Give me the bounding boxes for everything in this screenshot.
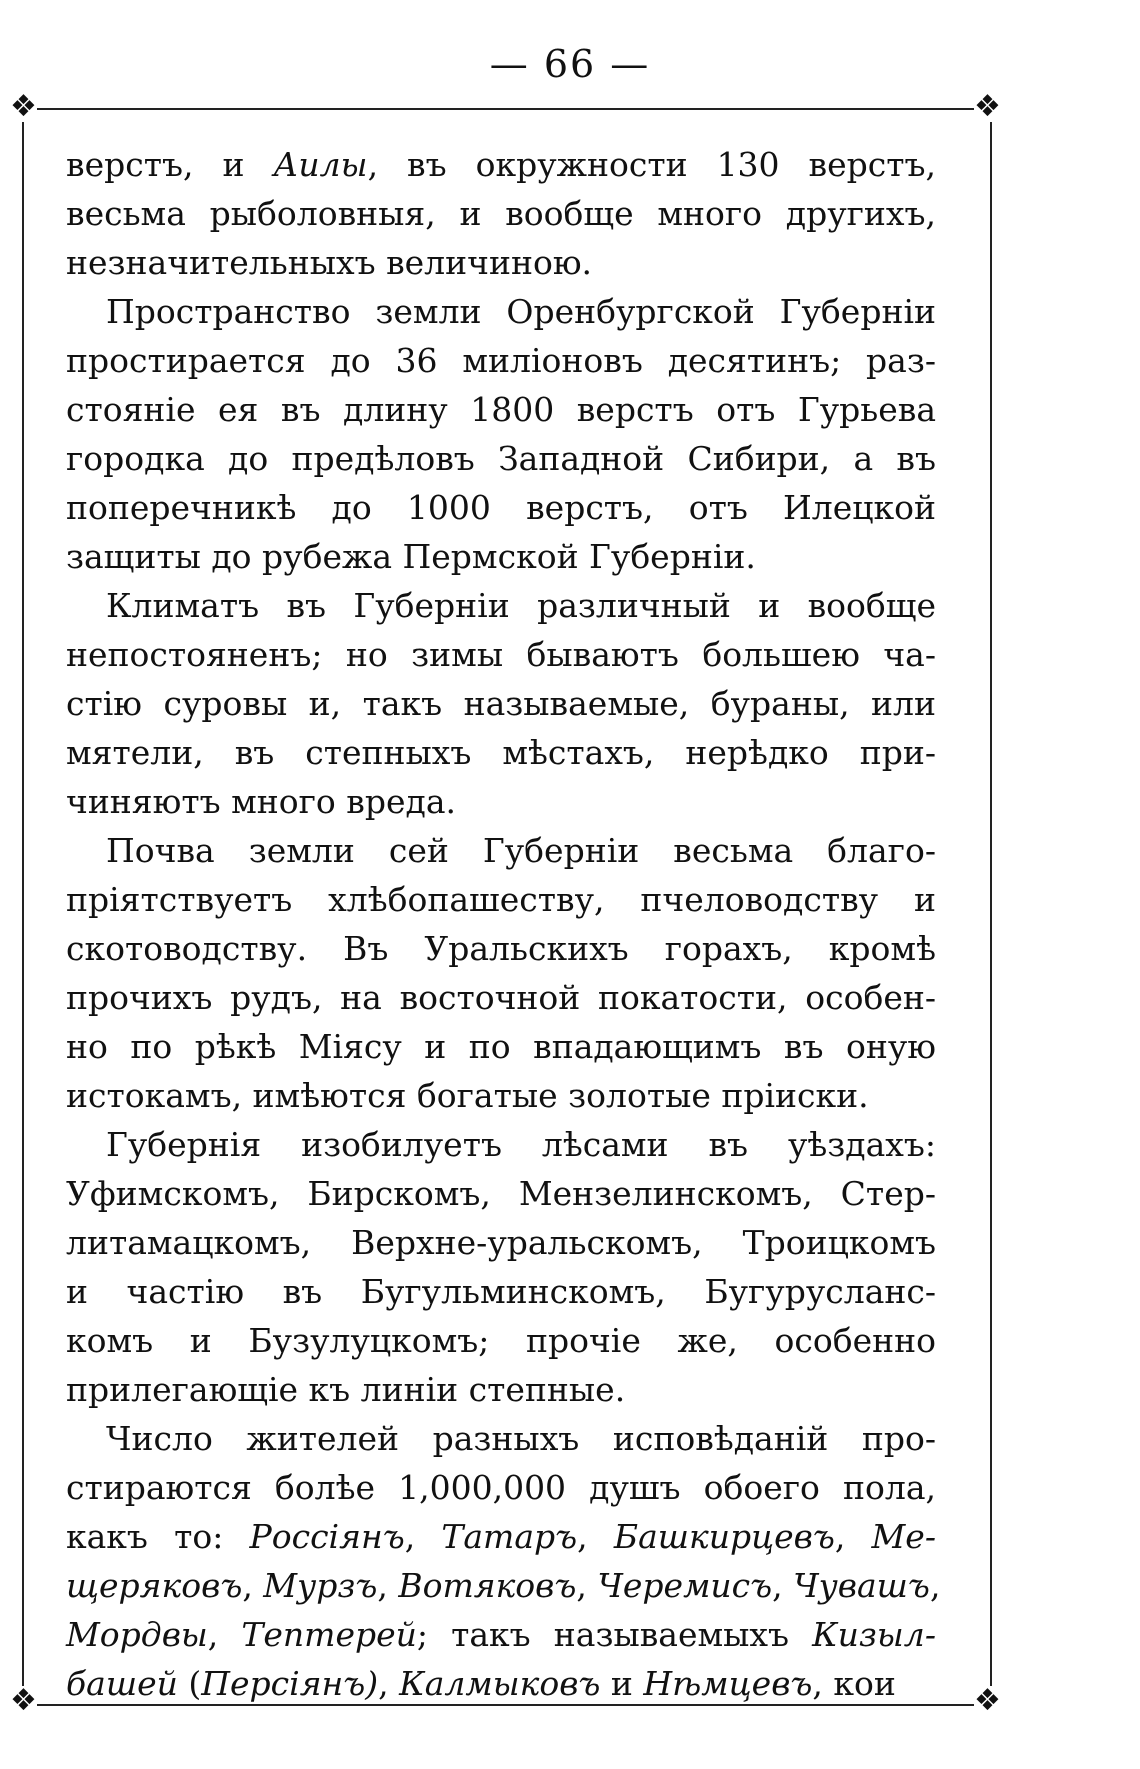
text-segment: незначительныхъ величиною. xyxy=(66,243,593,282)
text-segment: Ме- xyxy=(871,1517,936,1556)
text-segment: какъ то: xyxy=(66,1517,250,1556)
text-segment: литамацкомъ, Верхне-уральскомъ, Троицкомъ xyxy=(66,1223,936,1262)
corner-ornament-icon: ❖ xyxy=(10,1683,37,1718)
text-line xyxy=(66,287,936,336)
text-line xyxy=(66,336,936,385)
paragraph-p3 xyxy=(66,581,936,826)
text-segment: простирается до 36 миліоновъ десятинъ; раз- xyxy=(66,341,936,380)
text-line xyxy=(66,1463,936,1512)
text-segment: Чувашъ xyxy=(793,1566,930,1605)
text-segment: щеряковъ xyxy=(66,1566,243,1605)
text-segment: стію суровы и, такъ называемые, бураны, или xyxy=(66,684,936,723)
text-segment: Число жителей разныхъ исповѣданій про- xyxy=(106,1419,936,1458)
text-segment: и xyxy=(600,1664,644,1703)
text-segment: , xyxy=(577,1517,614,1556)
text-line xyxy=(66,1071,936,1120)
text-segment: защиты до рубежа Пермской Губерніи. xyxy=(66,537,756,576)
text-segment: прочихъ рудъ, на восточной покатости, особен- xyxy=(66,978,936,1017)
text-line xyxy=(66,581,936,630)
corner-ornament-icon: ❖ xyxy=(10,89,37,124)
text-line xyxy=(66,1169,936,1218)
text-segment: мятели, въ степныхъ мѣстахъ, нерѣдко при- xyxy=(66,733,936,772)
text-segment: , xyxy=(929,1566,941,1605)
text-line xyxy=(66,1316,936,1365)
text-segment: , xyxy=(377,1566,399,1605)
text-segment: Черемисъ xyxy=(597,1566,773,1605)
text-segment: Вотяковъ xyxy=(398,1566,577,1605)
text-line xyxy=(66,973,936,1022)
text-segment: и частію въ Бугульминскомъ, Бугурусланс- xyxy=(66,1272,936,1311)
text-segment: комъ и Бузулуцкомъ; прочіе же, особенно xyxy=(66,1321,936,1360)
text-segment: стояніе ея въ длину 1800 верстъ отъ Гурьева xyxy=(66,390,936,429)
text-segment: стираются болѣе 1,000,000 душъ обоего пола, xyxy=(66,1468,936,1507)
text-segment: башей xyxy=(66,1664,178,1703)
text-line xyxy=(66,1022,936,1071)
text-line xyxy=(66,1218,936,1267)
text-segment: , xyxy=(242,1566,264,1605)
text-segment: , xyxy=(772,1566,794,1605)
text-line xyxy=(66,777,936,826)
text-segment: Персіянъ) xyxy=(201,1664,379,1703)
text-line xyxy=(66,532,936,581)
text-segment: , кои xyxy=(812,1664,896,1703)
text-segment: , xyxy=(404,1517,442,1556)
text-line xyxy=(66,875,936,924)
text-segment: Мурзъ xyxy=(263,1566,378,1605)
text-segment: скотоводству. Въ Уральскихъ горахъ, кромѣ xyxy=(66,929,936,968)
text-segment: весьма рыболовныя, и вообще много другихъ, xyxy=(66,194,936,233)
text-segment: , xyxy=(378,1664,400,1703)
text-line xyxy=(66,630,936,679)
paragraph-p5 xyxy=(66,1120,936,1414)
text-line xyxy=(66,1512,936,1561)
text-segment: , xyxy=(834,1517,872,1556)
text-line xyxy=(66,1414,936,1463)
text-line xyxy=(66,1561,941,1610)
text-line xyxy=(66,1120,936,1169)
text-segment: Пространство земли Оренбургской Губерніи xyxy=(106,292,936,331)
text-segment: непостояненъ; но зимы бываютъ большею ча- xyxy=(66,635,936,674)
text-segment: Кизыл- xyxy=(812,1615,936,1654)
text-segment: , xyxy=(576,1566,598,1605)
text-segment: Башкирцевъ xyxy=(613,1517,835,1556)
text-segment: , въ окружности 130 верстъ, xyxy=(367,145,936,184)
text-line xyxy=(66,826,936,875)
corner-ornament-icon: ❖ xyxy=(974,1683,1001,1718)
text-segment: Уфимскомъ, Бирскомъ, Мензелинскомъ, Стер- xyxy=(66,1174,936,1213)
text-segment: , xyxy=(207,1615,242,1654)
text-segment: чиняютъ много вреда. xyxy=(66,782,456,821)
text-segment: Татаръ xyxy=(441,1517,578,1556)
paragraph-p1 xyxy=(66,140,936,287)
text-segment: верстъ, и xyxy=(66,145,274,184)
text-line xyxy=(66,238,936,287)
text-segment: Аилы xyxy=(273,145,368,184)
text-line xyxy=(66,434,936,483)
text-segment: Россіянъ xyxy=(249,1517,405,1556)
text-segment: ; такъ называемыхъ xyxy=(416,1615,813,1654)
text-line xyxy=(66,728,936,777)
text-line xyxy=(66,1267,936,1316)
text-line xyxy=(66,1659,936,1708)
text-line xyxy=(66,924,936,973)
corner-ornament-icon: ❖ xyxy=(974,89,1001,124)
text-line xyxy=(66,679,936,728)
text-segment: истокамъ, имѣются богатые золотые пріиски. xyxy=(66,1076,869,1115)
text-segment: пріятствуетъ хлѣбопашеству, пчеловодству и xyxy=(66,880,936,919)
text-line xyxy=(66,1365,936,1414)
body-text xyxy=(66,140,941,1708)
text-line xyxy=(66,189,936,238)
paragraph-p4 xyxy=(66,826,936,1120)
text-segment: но по рѣкѣ Міясу и по впадающимъ въ оную xyxy=(66,1027,936,1066)
text-line xyxy=(66,1610,936,1659)
text-segment: городка до предѣловъ Западной Сибири, а въ xyxy=(66,439,936,478)
text-segment: ( xyxy=(177,1664,202,1703)
paragraph-p6 xyxy=(66,1414,941,1708)
text-segment: Мордвы xyxy=(66,1615,208,1654)
text-line xyxy=(66,385,936,434)
text-segment: прилегающіе къ линіи степные. xyxy=(66,1370,626,1409)
text-line xyxy=(66,140,936,189)
text-segment: Климатъ въ Губерніи различный и вообще xyxy=(106,586,936,625)
text-segment: Калмыковъ xyxy=(399,1664,601,1703)
page-number: — 66 — xyxy=(489,42,651,86)
text-segment: Нѣмцевъ xyxy=(643,1664,813,1703)
paragraph-p2 xyxy=(66,287,936,581)
text-segment: Почва земли сей Губерніи весьма благо- xyxy=(106,831,936,870)
text-segment: поперечникѣ до 1000 верстъ, отъ Илецкой xyxy=(66,488,936,527)
text-segment: Губернія изобилуетъ лѣсами въ уѣздахъ: xyxy=(106,1125,936,1164)
text-segment: Тептерей xyxy=(241,1615,417,1654)
text-line xyxy=(66,483,936,532)
